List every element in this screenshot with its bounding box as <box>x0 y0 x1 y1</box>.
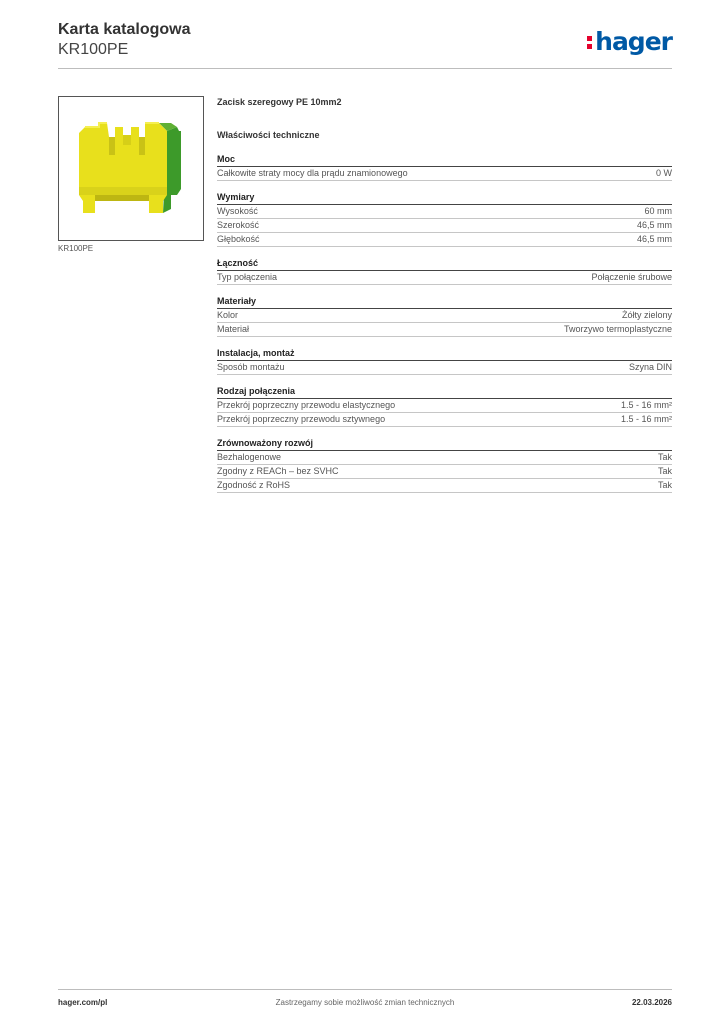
spec-value: Tak <box>657 466 672 476</box>
spec-row <box>217 479 672 493</box>
header-divider <box>58 68 672 69</box>
spec-value: Tak <box>657 452 672 462</box>
spec-group <box>217 295 672 337</box>
spec-label: Przekrój poprzeczny przewodu elastycznego <box>217 400 396 410</box>
footer-date: 22.03.2026 <box>631 998 672 1007</box>
spec-label: Wysokość <box>217 206 258 216</box>
spec-value: 60 mm <box>644 206 672 216</box>
spec-row <box>217 309 672 323</box>
spec-value: Połączenie śrubowe <box>591 272 672 282</box>
image-caption: KR100PE <box>58 244 94 253</box>
spec-value: Tworzywo termoplastyczne <box>563 324 672 334</box>
spec-value: 46,5 mm <box>636 234 672 244</box>
spec-row <box>217 361 672 375</box>
spec-group <box>217 191 672 247</box>
spec-label: Bezhalogenowe <box>217 452 282 462</box>
spec-value: 1.5 - 16 mm² <box>620 414 672 424</box>
footer-website-link[interactable]: hager.com/pl <box>58 998 108 1007</box>
spec-group <box>217 347 672 375</box>
spec-group-title: Zrównoważony rozwój <box>217 437 672 451</box>
spec-value: Tak <box>657 480 672 490</box>
footer-divider <box>58 989 672 990</box>
spec-group-title: Moc <box>217 153 672 167</box>
spec-value: Szyna DIN <box>628 362 672 372</box>
spec-value: Żółty zielony <box>621 310 672 320</box>
spec-label: Przekrój poprzeczny przewodu sztywnego <box>217 414 386 424</box>
spec-label: Materiał <box>217 324 250 334</box>
spec-group-title: Wymiary <box>217 191 672 205</box>
spec-value: 46,5 mm <box>636 220 672 230</box>
product-image <box>58 96 204 241</box>
spec-group <box>217 437 672 493</box>
footer-disclaimer: Zastrzegamy sobie możliwość zmian technicznych <box>275 998 455 1007</box>
spec-row <box>217 271 672 285</box>
spec-group-title: Rodzaj połączenia <box>217 385 672 399</box>
spec-label: Całkowite straty mocy dla prądu znamionowego <box>217 168 408 178</box>
spec-row <box>217 323 672 337</box>
spec-label: Sposób montażu <box>217 362 285 372</box>
spec-label: Kolor <box>217 310 239 320</box>
logo-text: hager <box>595 26 672 56</box>
spec-row <box>217 465 672 479</box>
spec-row <box>217 205 672 219</box>
spec-group-title: Instalacja, montaż <box>217 347 672 361</box>
spec-label: Szerokość <box>217 220 260 230</box>
spec-row <box>217 167 672 181</box>
spec-row <box>217 219 672 233</box>
product-name: Zacisk szeregowy PE 10mm2 <box>217 97 342 107</box>
spec-group-title: Materiały <box>217 295 672 309</box>
terminal-block-icon <box>59 97 203 240</box>
spec-groups <box>217 153 672 493</box>
spec-label: Zgodność z RoHS <box>217 480 291 490</box>
spec-row <box>217 233 672 247</box>
spec-row <box>217 399 672 413</box>
spec-label: Zgodny z REACh – bez SVHC <box>217 466 339 476</box>
spec-value: 1.5 - 16 mm² <box>620 400 672 410</box>
hager-logo <box>587 26 672 56</box>
spec-label: Głębokość <box>217 234 260 244</box>
spec-label: Typ połączenia <box>217 272 278 282</box>
page-footer <box>58 998 672 1010</box>
spec-value: 0 W <box>655 168 672 178</box>
product-code: KR100PE <box>58 41 129 58</box>
spec-content <box>217 96 672 493</box>
spec-group-title: Łączność <box>217 257 672 271</box>
spec-row <box>217 451 672 465</box>
spec-group <box>217 257 672 285</box>
section-title: Właściwości techniczne <box>217 130 320 140</box>
logo-mark-icon <box>587 32 593 50</box>
document-title: Karta katalogowa <box>58 21 191 38</box>
spec-group <box>217 153 672 181</box>
page-header <box>58 20 672 68</box>
spec-row <box>217 413 672 427</box>
spec-group <box>217 385 672 427</box>
